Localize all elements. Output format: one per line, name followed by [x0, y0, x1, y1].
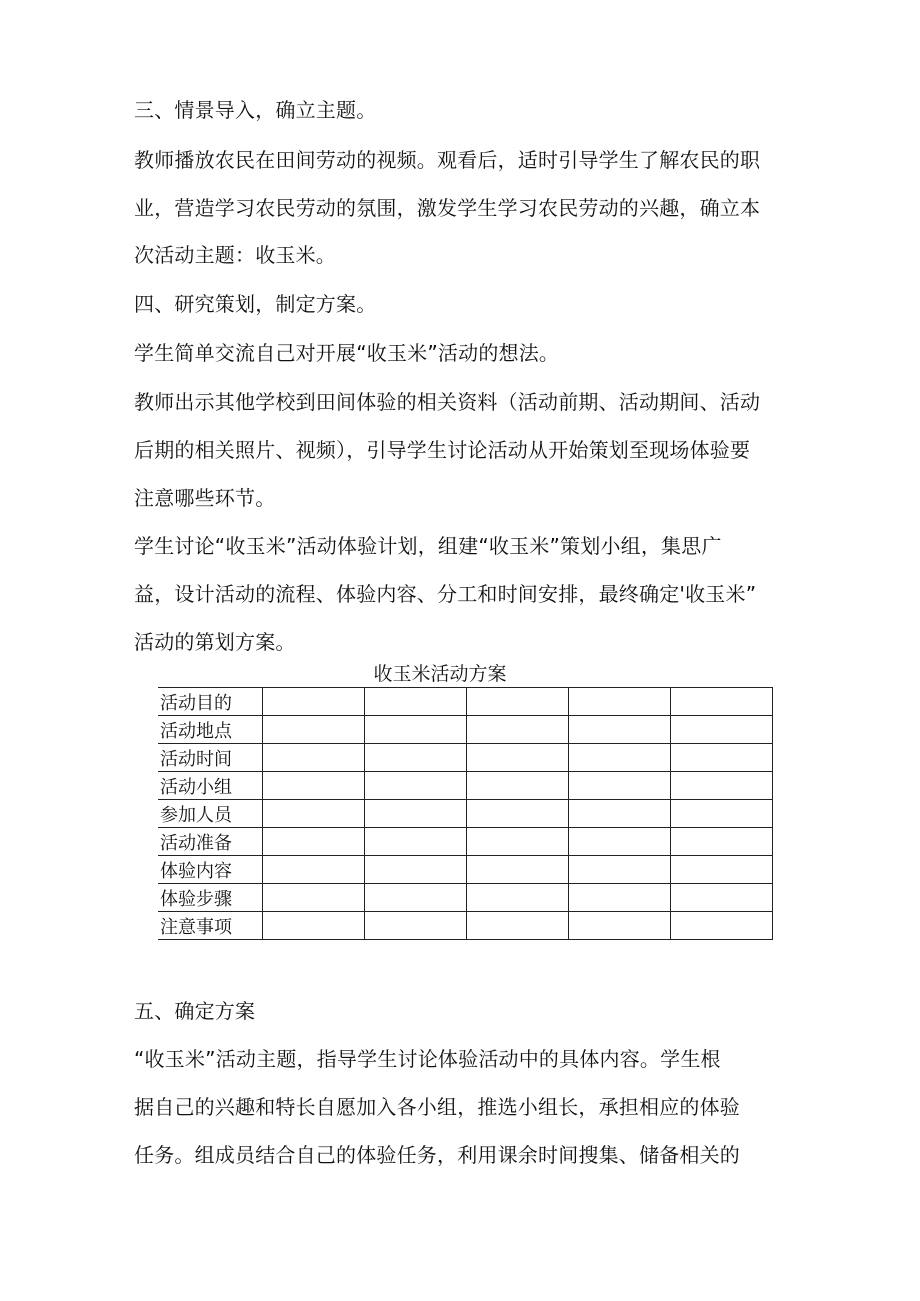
empty-cell	[262, 688, 364, 716]
table-row	[158, 800, 772, 828]
paragraph-line: 注意哪些环节。	[134, 486, 276, 510]
empty-cell	[466, 828, 568, 856]
empty-cell	[670, 884, 772, 912]
section-3-heading: 三、情景导入，确立主题。	[134, 98, 377, 122]
empty-cell	[466, 772, 568, 800]
empty-cell	[466, 744, 568, 772]
empty-cell	[364, 912, 466, 940]
empty-cell	[262, 744, 364, 772]
paragraph-line: 教师出示其他学校到田间体验的相关资料（活动前期、活动期间、活动	[134, 390, 761, 414]
empty-cell	[262, 912, 364, 940]
empty-cell	[568, 772, 670, 800]
row-label: 活动地点	[158, 716, 262, 744]
table-row	[158, 856, 772, 884]
empty-cell	[364, 688, 466, 716]
empty-cell	[364, 884, 466, 912]
empty-cell	[364, 828, 466, 856]
paragraph-line: 后期的相关照片、视频），引导学生讨论活动从开始策划至现场体验要	[134, 438, 751, 462]
empty-cell	[466, 884, 568, 912]
empty-cell	[568, 716, 670, 744]
empty-cell	[364, 744, 466, 772]
empty-cell	[262, 716, 364, 744]
empty-cell	[670, 800, 772, 828]
empty-cell	[670, 744, 772, 772]
paragraph-line: 益，设计活动的流程、体验内容、分工和时间安排，最终确定'收玉米”	[134, 582, 757, 606]
empty-cell	[670, 716, 772, 744]
empty-cell	[262, 828, 364, 856]
empty-cell	[670, 828, 772, 856]
table-title: 收玉米活动方案	[373, 663, 507, 685]
paragraph-line: 次活动主题：收玉米。	[134, 243, 336, 267]
empty-cell	[262, 772, 364, 800]
paragraph-line: 学生讨论“收玉米”活动体验计划，组建“收玉米”策划小组，集思广	[134, 534, 722, 558]
section-5-heading: 五、确定方案	[134, 999, 256, 1023]
empty-cell	[670, 856, 772, 884]
row-label: 注意事项	[158, 912, 262, 940]
empty-cell	[262, 856, 364, 884]
empty-cell	[568, 800, 670, 828]
row-label: 体验步骤	[158, 884, 262, 912]
paragraph-line: “收玉米”活动主题，指导学生讨论体验活动中的具体内容。学生根	[134, 1047, 721, 1071]
empty-cell	[364, 856, 466, 884]
empty-cell	[670, 772, 772, 800]
row-label: 活动准备	[158, 828, 262, 856]
empty-cell	[466, 688, 568, 716]
row-label: 活动小组	[158, 772, 262, 800]
empty-cell	[262, 884, 364, 912]
paragraph-line: 活动的第划方案。	[134, 630, 296, 654]
paragraph-line: 业，营造学习农民劳动的氛围，激发学生学习农民劳动的兴趣，确立本	[134, 196, 761, 220]
empty-cell	[364, 772, 466, 800]
empty-cell	[568, 828, 670, 856]
table-row	[158, 884, 772, 912]
table-row	[158, 828, 772, 856]
table-row	[158, 744, 772, 772]
empty-cell	[568, 912, 670, 940]
row-label: 参加人员	[158, 800, 262, 828]
paragraph-line: 据自己的兴趣和特长自愿加入各小组，推选小组长，承担相应的体验	[134, 1095, 740, 1119]
table-row	[158, 688, 772, 716]
paragraph-line: 教师播放农民在田间劳动的视频。观看后，适时引导学生了解农民的职	[134, 148, 761, 172]
activity-plan-table	[158, 687, 773, 940]
empty-cell	[466, 800, 568, 828]
empty-cell	[568, 744, 670, 772]
empty-cell	[568, 688, 670, 716]
empty-cell	[262, 800, 364, 828]
paragraph-line: 任务。组成员结合自己的体验任务，利用课余时间搜集、储备相关的	[134, 1143, 740, 1167]
table-row	[158, 772, 772, 800]
row-label: 活动目的	[158, 688, 262, 716]
empty-cell	[670, 912, 772, 940]
empty-cell	[568, 884, 670, 912]
table-row	[158, 912, 772, 940]
table-row	[158, 716, 772, 744]
empty-cell	[568, 856, 670, 884]
row-label: 体验内容	[158, 856, 262, 884]
paragraph-line: 学生简单交流自己对开展“收玉米”活动的想法。	[134, 341, 560, 365]
row-label: 活动时间	[158, 744, 262, 772]
section-4-heading: 四、研究策划，制定方案。	[134, 292, 377, 316]
empty-cell	[364, 716, 466, 744]
empty-cell	[466, 912, 568, 940]
empty-cell	[364, 800, 466, 828]
empty-cell	[466, 716, 568, 744]
empty-cell	[466, 856, 568, 884]
empty-cell	[670, 688, 772, 716]
